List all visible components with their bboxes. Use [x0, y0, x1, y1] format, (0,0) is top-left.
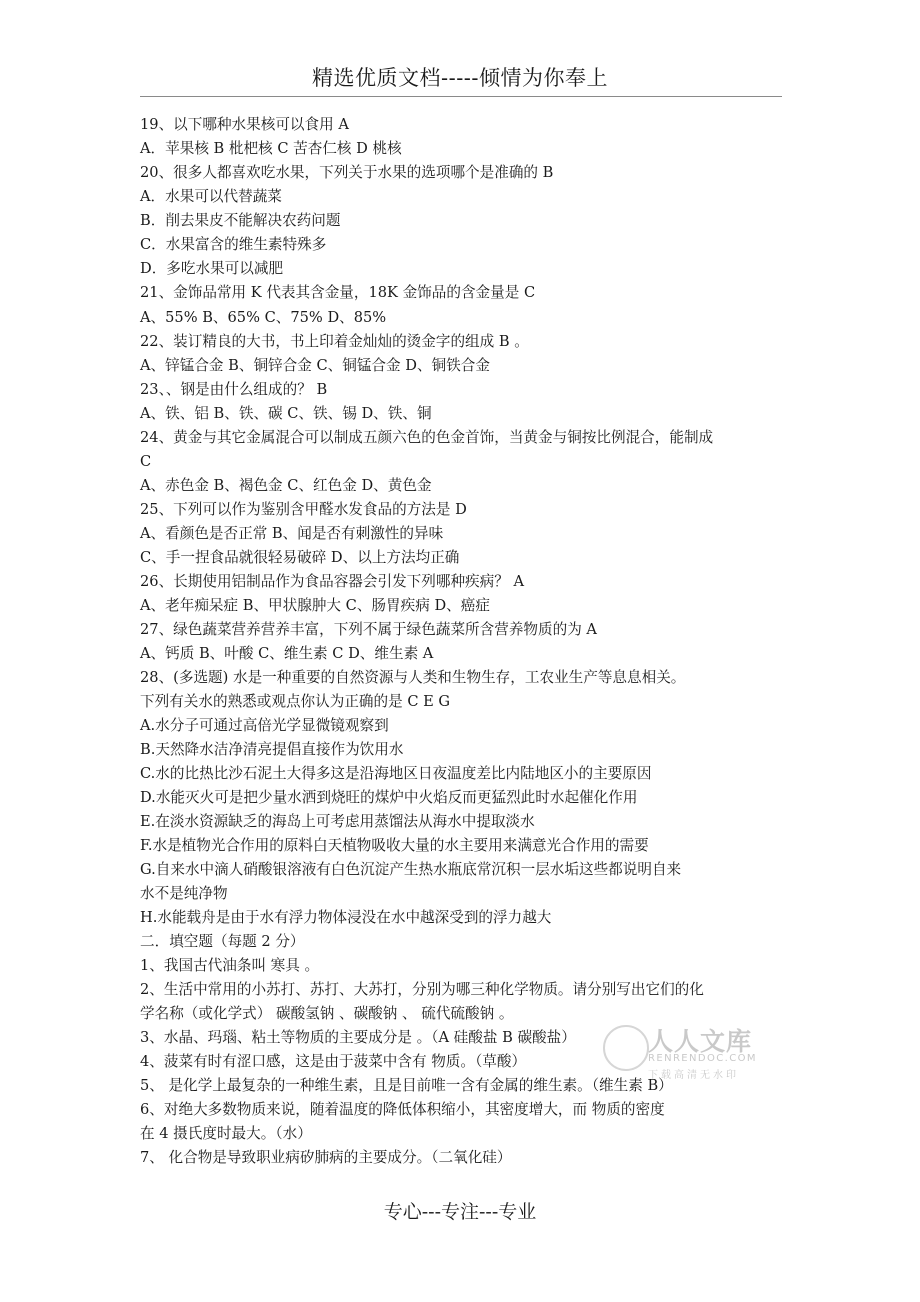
text-line: 学名称（或化学式） 碳酸氢钠 、碳酸钠 、 硫代硫酸钠 。 — [140, 1005, 514, 1022]
text-line: 3、水晶、玛瑙、粘土等物质的主要成分是 。（A 硅酸盐 B 碳酸盐） — [140, 1029, 576, 1046]
text-line: G.自来水中滴人硝酸银溶液有白色沉淀产生热水瓶底常沉积一层水垢这些都说明自来 — [140, 861, 682, 878]
text-line: A、55% B、65% C、75% D、85% — [140, 309, 387, 326]
text-line: 20、很多人都喜欢吃水果，下列关于水果的选项哪个是准确的 B — [140, 164, 554, 181]
text-line: 水不是纯净物 — [140, 885, 228, 902]
text-line: 4、菠菜有时有涩口感，这是由于菠菜中含有 物质。（草酸） — [140, 1053, 527, 1070]
text-line: A、赤色金 B、褐色金 C、红色金 D、黄色金 — [140, 477, 432, 494]
text-line: H.水能载舟是由于水有浮力物体浸没在水中越深受到的浮力越大 — [140, 909, 552, 926]
text-line: 23、、钢是由什么组成的？ B — [140, 381, 328, 398]
header-divider — [140, 96, 782, 97]
text-line: 1、我国古代油条叫 寒具 。 — [140, 957, 320, 974]
page-header-title: 精选优质文档-----倾情为你奉上 — [312, 66, 608, 90]
text-line: D.水能灭火可是把少量水洒到烧旺的煤炉中火焰反而更猛烈此时水起催化作用 — [140, 789, 638, 806]
watermark-url: RENRENDOC.COM — [648, 1053, 757, 1064]
text-line: 27、绿色蔬菜营养营养丰富，下列不属于绿色蔬菜所含营养物质的为 A — [140, 621, 597, 638]
text-line: A、老年痴呆症 B、甲状腺肿大 C、肠胃疾病 D、癌症 — [140, 597, 490, 614]
watermark-logo-icon — [600, 1022, 652, 1074]
text-line: 7、 化合物是导致职业病矽肺病的主要成分。（二氧化硅） — [140, 1149, 512, 1166]
watermark-title: 人人文库 — [648, 1027, 753, 1056]
text-line: A、看颜色是否正常 B、闻是否有刺激性的异味 — [140, 525, 444, 542]
text-line: 6、对绝大多数物质来说，随着温度的降低体积缩小，其密度增大，而 物质的密度 — [140, 1101, 665, 1118]
text-line: 26、长期使用铝制品作为食品容器会引发下列哪种疾病？ A — [140, 573, 525, 590]
text-line: 二．填空题（每题 2 分） — [140, 933, 305, 950]
text-line: 19、以下哪种水果核可以食用 A — [140, 116, 349, 133]
text-line: 22、装订精良的大书，书上印着金灿灿的烫金字的组成 B 。 — [140, 333, 529, 350]
watermark — [600, 1020, 780, 1080]
text-line: 2、生活中常用的小苏打、苏打、大苏打，分别为哪三种化学物质。请分别写出它们的化 — [140, 981, 704, 998]
text-line: F.水是植物光合作用的原料白天植物吸收大量的水主要用来满意光合作用的需要 — [140, 837, 649, 854]
text-line: B．削去果皮不能解决农药问题 — [140, 212, 341, 229]
text-line: 21、金饰品常用 K 代表其含金量，18K 金饰品的含金量是 C — [140, 284, 536, 301]
text-line: A．苹果核 B 枇杷核 C 苦杏仁核 D 桃核 — [140, 140, 402, 157]
watermark-subtitle: 下载高清无水印 — [648, 1070, 739, 1081]
text-line: C.水的比热比沙石泥土大得多这是沿海地区日夜温度差比内陆地区小的主要原因 — [140, 765, 652, 782]
text-line: 24、黄金与其它金属混合可以制成五颜六色的色金首饰，当黄金与铜按比例混合，能制成 — [140, 429, 714, 446]
text-line: 28、(多选题) 水是一种重要的自然资源与人类和生物生存，工农业生产等息息相关。 — [140, 669, 686, 686]
text-line: A、钙质 B、叶酸 C、维生素 C D、维生素 A — [140, 645, 434, 662]
text-line: A.水分子可通过高倍光学显微镜观察到 — [140, 717, 389, 734]
text-line: C — [140, 453, 152, 470]
text-line: 在 4 摄氏度时最大。（水） — [140, 1125, 312, 1142]
text-line: E.在淡水资源缺乏的海岛上可考虑用蒸馏法从海水中提取淡水 — [140, 813, 535, 830]
text-line: A．水果可以代替蔬菜 — [140, 188, 282, 205]
text-line: 下列有关水的熟悉或观点你认为正确的是 C E G — [140, 693, 451, 710]
text-line: 5、 是化学上最复杂的一种维生素，且是目前唯一含有金属的维生素。（维生素 B） — [140, 1077, 673, 1094]
text-line: A、铁、铝 B、铁、碳 C、铁、锡 D、铁、铜 — [140, 405, 432, 422]
text-line: C．水果富含的维生素特殊多 — [140, 236, 327, 253]
text-line: A、锌锰合金 B、铜锌合金 C、铜锰合金 D、铜铁合金 — [140, 357, 490, 374]
text-line: 25、下列可以作为鉴别含甲醛水发食品的方法是 D — [140, 501, 467, 518]
page-footer: 专心---专注---专业 — [383, 1201, 537, 1223]
text-line: D．多吃水果可以减肥 — [140, 260, 284, 277]
text-line: B.天然降水洁净清亮提倡直接作为饮用水 — [140, 741, 404, 758]
text-line: C、手一捏食品就很轻易破碎 D、以上方法均正确 — [140, 549, 460, 566]
